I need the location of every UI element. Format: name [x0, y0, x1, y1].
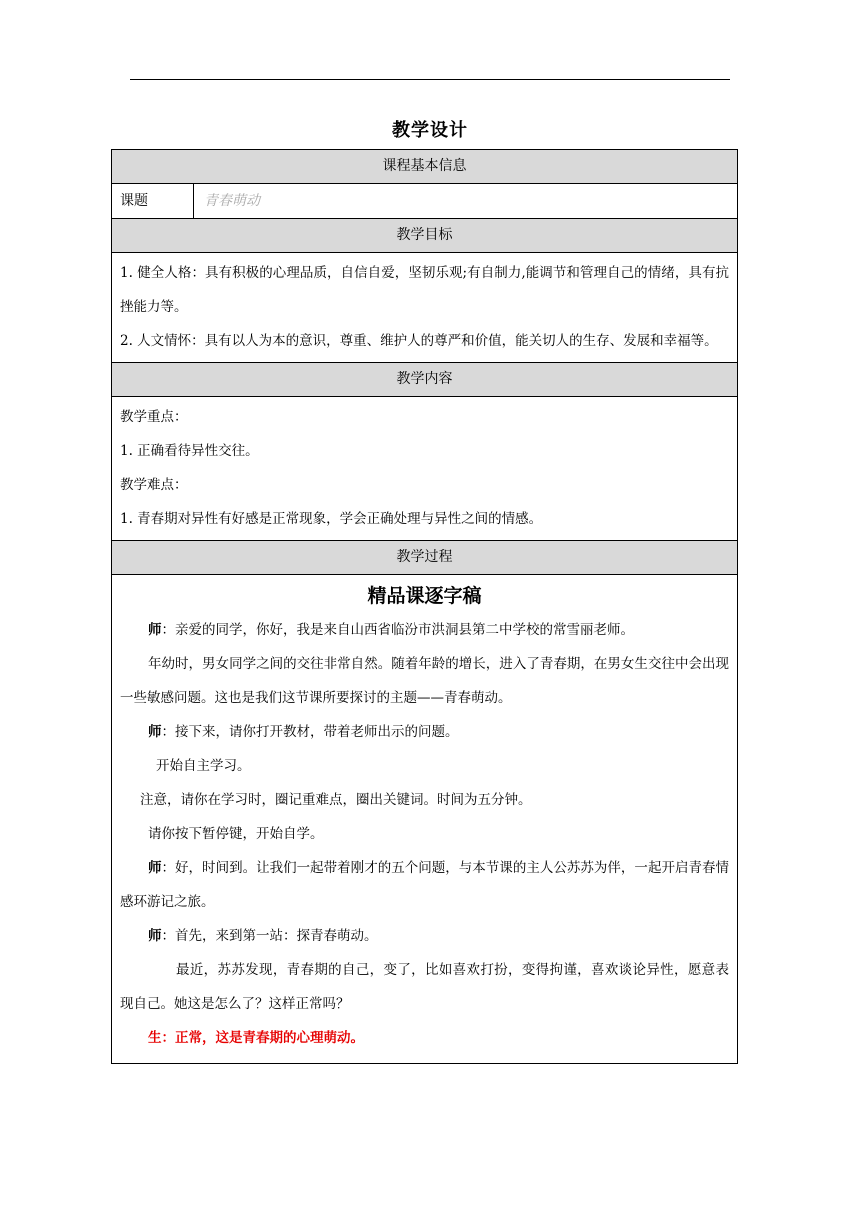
speaker-label: 师	[148, 724, 162, 740]
transcript-paragraph	[120, 715, 729, 749]
section-objectives: 教学目标	[112, 219, 738, 253]
student-answer: 生：正常，这是青春期的心理萌动。	[148, 1030, 364, 1046]
speaker-label: 师	[148, 860, 162, 876]
speaker-label: 师	[148, 622, 162, 638]
objective-item: 2. 人文情怀：具有以人为本的意识，尊重、维护人的尊严和价值，能关切人的生存、发展和幸福等。	[120, 333, 718, 349]
section-basic-info: 课程基本信息	[112, 150, 738, 184]
section-process: 教学过程	[112, 541, 738, 575]
transcript-paragraph	[120, 613, 729, 647]
transcript-paragraph: 开始自主学习。	[156, 758, 251, 774]
key-points-label: 教学重点：	[120, 409, 188, 425]
header-rule	[130, 79, 730, 80]
paragraph-text: ：好，时间到。让我们一起带着刚才的五个问题，与本节课的主人公苏苏为伴，一起开启青春情感环游记之旅。	[120, 860, 730, 910]
topic-label: 课题	[112, 184, 194, 219]
key-point-item: 1. 正确看待异性交往。	[120, 443, 259, 459]
difficult-point-item: 1. 青春期对异性有好感是正常现象，学会正确处理与异性之间的情感。	[120, 511, 543, 527]
objectives-cell	[112, 253, 738, 363]
transcript-paragraph	[120, 851, 729, 919]
transcript-paragraph	[120, 919, 729, 953]
transcript-paragraph: 年幼时，男女同学之间的交往非常自然。随着年龄的增长，进入了青春期，在男女生交往中会出现一些敏感问题。这也是我们这节课所要探讨的主题——青春萌动。	[120, 656, 729, 706]
section-content: 教学内容	[112, 363, 738, 397]
process-cell	[112, 575, 738, 1064]
paragraph-text: ：首先，来到第一站：探青春萌动。	[161, 928, 378, 944]
topic-value[interactable]: 青春萌动	[194, 184, 738, 219]
paragraph-text: ：接下来，请你打开教材，带着老师出示的问题。	[161, 724, 459, 740]
transcript-paragraph: 请你按下暂停键，开始自学。	[148, 826, 324, 842]
objective-item: 1. 健全人格：具有积极的心理品质，自信自爱，坚韧乐观;有自制力,能调节和管理自己的情绪，具有抗挫能力等。	[120, 265, 729, 315]
paragraph-text: ：亲爱的同学，你好，我是来自山西省临汾市洪洞县第二中学校的常雪丽老师。	[161, 622, 634, 638]
difficult-points-label: 教学难点：	[120, 477, 188, 493]
transcript-paragraph: 注意，请你在学习时，圈记重难点，圈出关键词。时间为五分钟。	[140, 792, 532, 808]
speaker-label: 师	[148, 928, 162, 944]
lesson-plan-table	[111, 149, 738, 1064]
transcript-title: 精品课逐字稿	[367, 585, 482, 607]
document-title: 教学设计	[392, 120, 468, 141]
content-cell	[112, 397, 738, 541]
transcript-paragraph: 最近，苏苏发现，青春期的自己，变了，比如喜欢打扮，变得拘谨，喜欢谈论异性，愿意表现自己。她这是怎么了？这样正常吗？	[120, 962, 729, 1012]
